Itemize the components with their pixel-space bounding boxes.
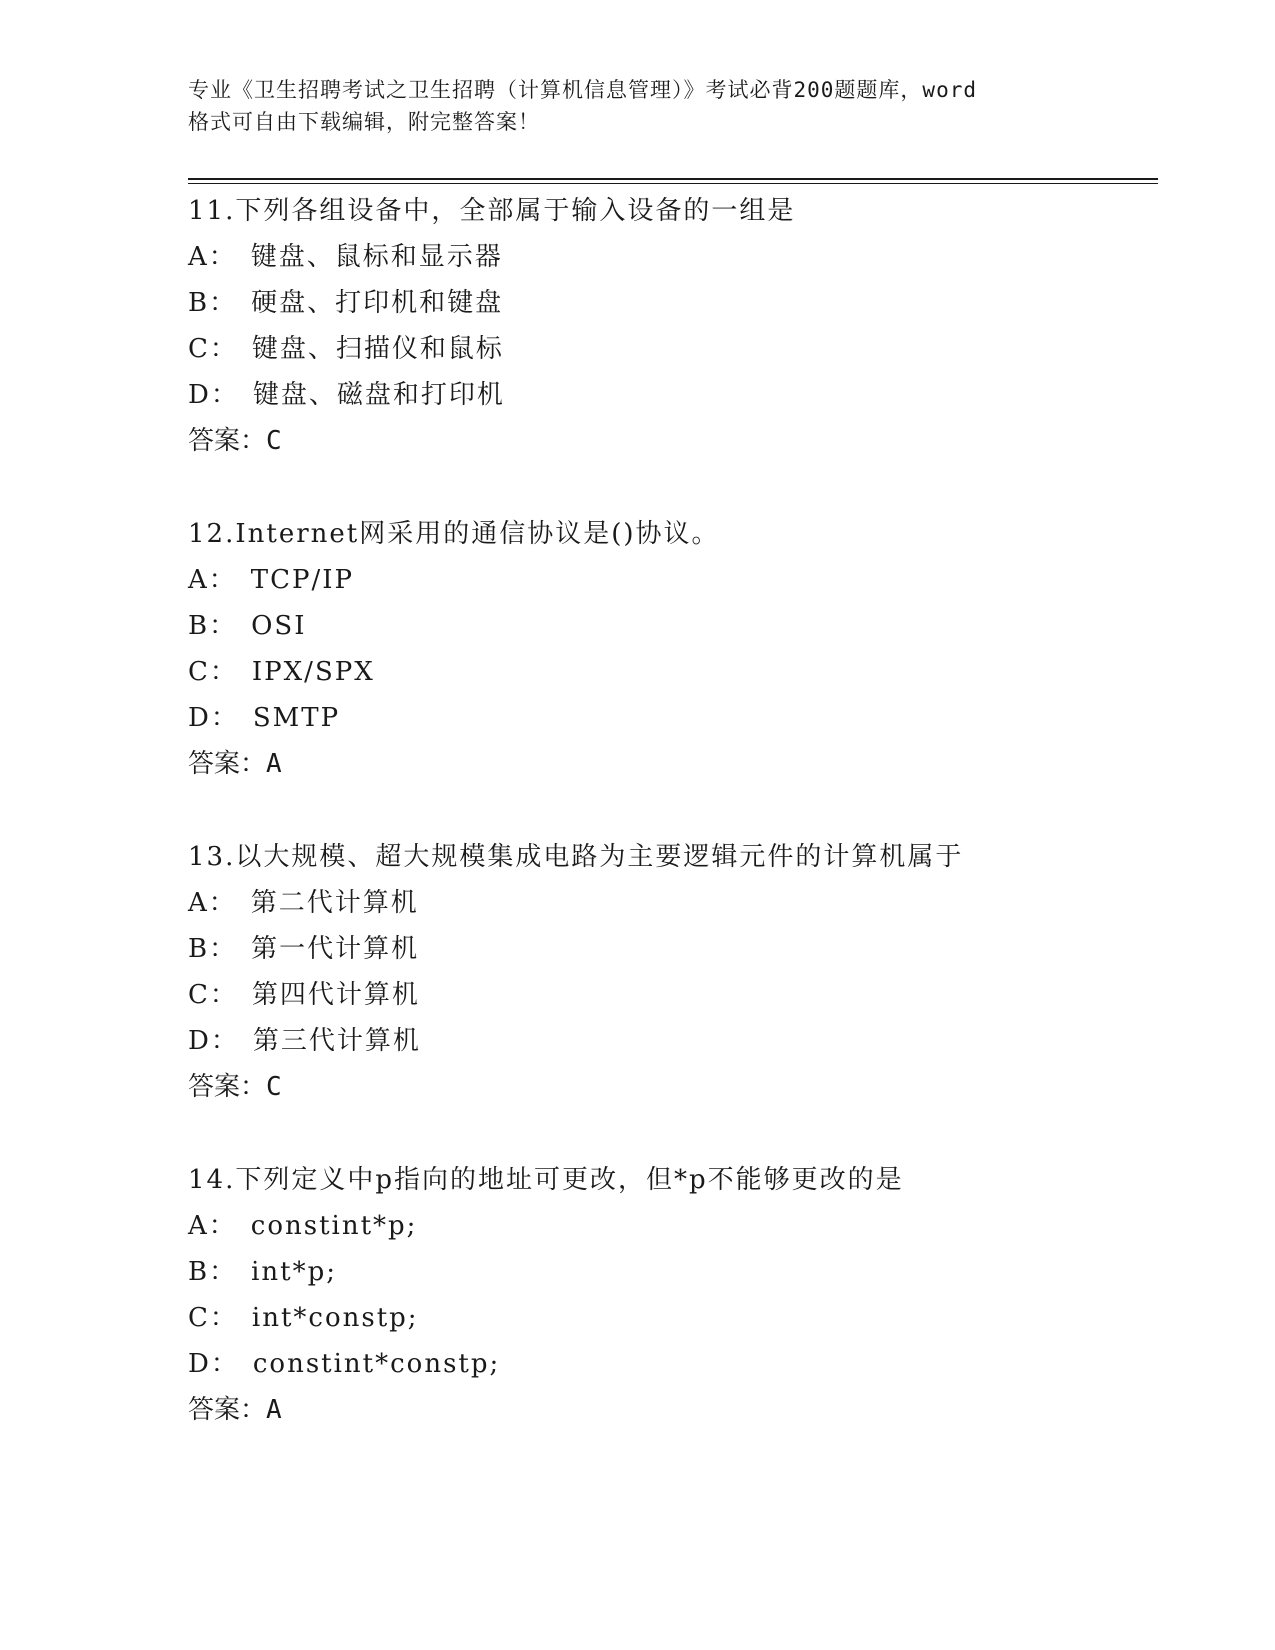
option-text: constint*p; [250,1211,418,1241]
option-letter: D： [188,1349,239,1379]
option-letter: C： [188,334,238,364]
option-c [188,649,1158,695]
option-letter: D： [188,703,239,733]
option-text: 键盘、鼠标和显示器 [250,242,503,272]
option-c [188,326,1158,372]
option-text: 第四代计算机 [251,980,420,1010]
option-letter: B： [188,611,238,641]
question-stem: 14.下列定义中p指向的地址可更改，但*p不能够更改的是 [188,1165,904,1195]
question-12 [188,511,1158,787]
answer: 答案：A [188,749,282,779]
option-text: 第二代计算机 [250,888,419,918]
option-a [188,234,1158,280]
option-a [188,557,1158,603]
option-letter: A： [188,1211,237,1241]
option-c [188,1295,1158,1341]
option-letter: B： [188,1257,238,1287]
option-a [188,880,1158,926]
option-letter: B： [188,934,238,964]
question-13 [188,834,1158,1110]
option-text: TCP/IP [250,565,355,595]
question-14 [188,1157,1158,1433]
option-text: int*constp; [251,1303,419,1333]
option-text: 第三代计算机 [252,1026,421,1056]
option-c [188,972,1158,1018]
header-divider-thick [188,178,1158,180]
option-d [188,372,1158,418]
question-11 [188,188,1158,464]
option-d [188,1341,1158,1387]
option-text: constint*constp; [252,1349,501,1379]
option-letter: D： [188,380,239,410]
option-b [188,603,1158,649]
question-stem: 13.以大规模、超大规模集成电路为主要逻辑元件的计算机属于 [188,842,964,872]
option-b [188,926,1158,972]
header-line-1: 专业《卫生招聘考试之卫生招聘（计算机信息管理）》考试必背200题题库，word [188,78,977,102]
option-text: 键盘、磁盘和打印机 [252,380,505,410]
option-text: SMTP [252,703,341,733]
question-list [188,188,1158,1480]
option-text: int*p; [251,1257,338,1287]
question-stem: 12.Internet网采用的通信协议是()协议。 [188,519,720,549]
option-text: OSI [251,611,307,641]
option-text: 第一代计算机 [251,934,420,964]
option-letter: C： [188,657,238,687]
option-text: 硬盘、打印机和键盘 [251,288,504,318]
option-letter: C： [188,1303,238,1333]
document-header [188,74,1088,138]
header-divider-thin [188,183,1158,184]
option-letter: A： [188,565,237,595]
question-stem: 11.下列各组设备中，全部属于输入设备的一组是 [188,196,796,226]
option-letter: B： [188,288,238,318]
option-d [188,1018,1158,1064]
option-text: IPX/SPX [251,657,375,687]
answer: 答案：C [188,1072,282,1102]
option-b [188,1249,1158,1295]
option-d [188,695,1158,741]
option-b [188,280,1158,326]
option-text: 键盘、扫描仪和鼠标 [251,334,504,364]
answer: 答案：A [188,1395,282,1425]
option-letter: C： [188,980,238,1010]
answer: 答案：C [188,426,282,456]
header-line-2: 格式可自由下载编辑，附完整答案！ [188,110,540,134]
option-letter: A： [188,242,237,272]
option-a [188,1203,1158,1249]
option-letter: D： [188,1026,239,1056]
option-letter: A： [188,888,237,918]
